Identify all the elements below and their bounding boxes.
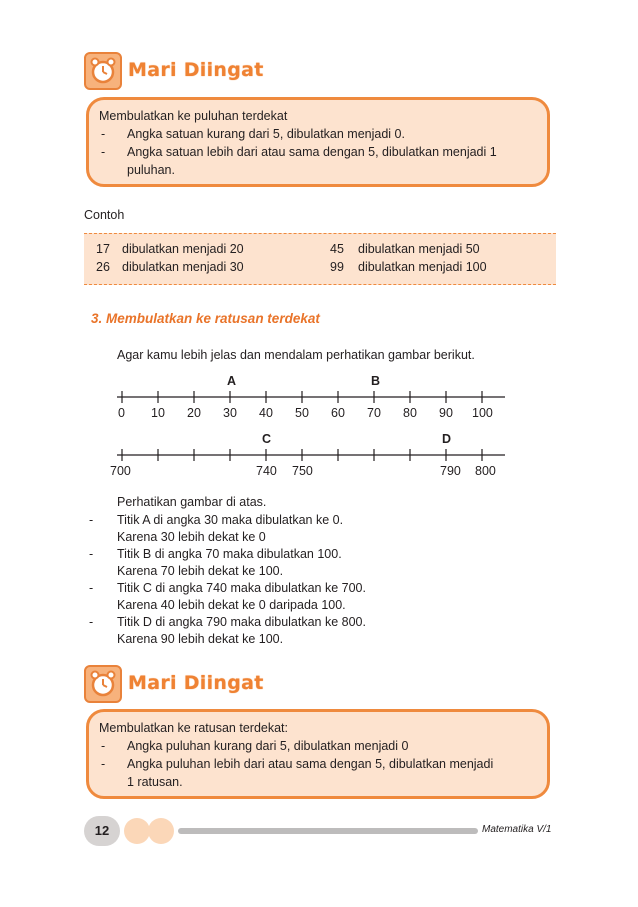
decorative-dot [148,818,174,844]
book-title: Matematika V/1 [482,824,552,835]
tick-label: 740 [256,464,277,478]
tick-label: 790 [440,464,461,478]
example-label: Contoh [84,208,125,222]
tick-label: 750 [292,464,313,478]
example-box [84,233,556,285]
remember-title: Mari Diingat [128,672,264,694]
example-number: 99 [330,260,344,274]
bullet-dash: - [101,145,106,159]
example-text: dibulatkan menjadi 100 [358,260,487,274]
remember-bullet: Angka puluhan kurang dari 5, dibulatkan menjadi 0 [127,739,409,753]
bullet-dash: - [101,127,106,141]
tick-label: 40 [259,406,273,420]
number-line-hundreds [100,431,520,481]
remember-line: Membulatkan ke ratusan terdekat: [99,721,288,735]
explanation-reason: Karena 30 lebih dekat ke 0 [117,530,266,544]
example-number: 45 [330,242,344,256]
tick-label: 50 [295,406,309,420]
tick-label: 800 [475,464,496,478]
remember-line: Membulatkan ke puluhan terdekat [99,109,288,123]
section-intro: Agar kamu lebih jelas dan mendalam perhatikan gambar berikut. [117,348,475,362]
explanation-reason: Karena 90 lebih dekat ke 100. [117,632,284,646]
point-c-label: C [262,432,272,446]
example-text: dibulatkan menjadi 20 [122,242,244,256]
tick-label: 20 [187,406,201,420]
remember-title: Mari Diingat [128,59,264,81]
footer-divider [178,828,478,834]
remember-bullet-cont: puluhan. [127,163,175,177]
remember-bullet-cont: 1 ratusan. [127,775,183,789]
alarm-clock-icon [84,665,122,703]
tick-label: 0 [118,406,125,420]
tick-label: 10 [151,406,165,420]
example-text: dibulatkan menjadi 30 [122,260,244,274]
remember-box [86,709,550,799]
remember-bullet: Angka puluhan lebih dari atau sama dengan 5, dibulatkan menjadi [127,757,494,771]
bullet-dash: - [89,615,94,629]
decorative-dot [124,818,150,844]
page-number: 12 [84,816,120,846]
remember-bullet: Angka satuan lebih dari atau sama dengan 5, dibulatkan menjadi 1 [127,145,497,159]
tick-label: 60 [331,406,345,420]
point-b-label: B [371,374,381,388]
point-a-label: A [227,374,237,388]
explanation-line: Titik D di angka 790 maka dibulatkan ke 800. [117,615,366,629]
remember-bullet: Angka satuan kurang dari 5, dibulatkan menjadi 0. [127,127,405,141]
tick-label: 700 [110,464,131,478]
tick-label: 30 [223,406,237,420]
tick-label: 80 [403,406,417,420]
explanation-line: Titik B di angka 70 maka dibulatkan 100. [117,547,342,561]
point-d-label: D [442,432,452,446]
tick-label: 90 [439,406,453,420]
bullet-dash: - [89,581,94,595]
example-number: 17 [96,242,110,256]
remember-header [84,665,284,709]
explanation-reason: Karena 40 lebih dekat ke 0 daripada 100. [117,598,346,612]
bullet-dash: - [101,757,106,771]
explanation-line: Titik C di angka 740 maka dibulatkan ke 700. [117,581,366,595]
example-number: 26 [96,260,110,274]
remember-box [86,97,550,187]
bullet-dash: - [89,547,94,561]
explanation-reason: Karena 70 lebih dekat ke 100. [117,564,284,578]
bullet-dash: - [101,739,106,753]
section-title: 3. Membulatkan ke ratusan terdekat [91,311,320,326]
tick-label: 100 [472,406,493,420]
bullet-dash: - [89,513,94,527]
explanation-intro: Perhatikan gambar di atas. [117,495,267,509]
tick-label: 70 [367,406,381,420]
example-text: dibulatkan menjadi 50 [358,242,480,256]
remember-header [84,52,284,96]
explanation-line: Titik A di angka 30 maka dibulatkan ke 0. [117,513,344,527]
alarm-clock-icon [84,52,122,90]
number-line-tens [100,373,520,423]
